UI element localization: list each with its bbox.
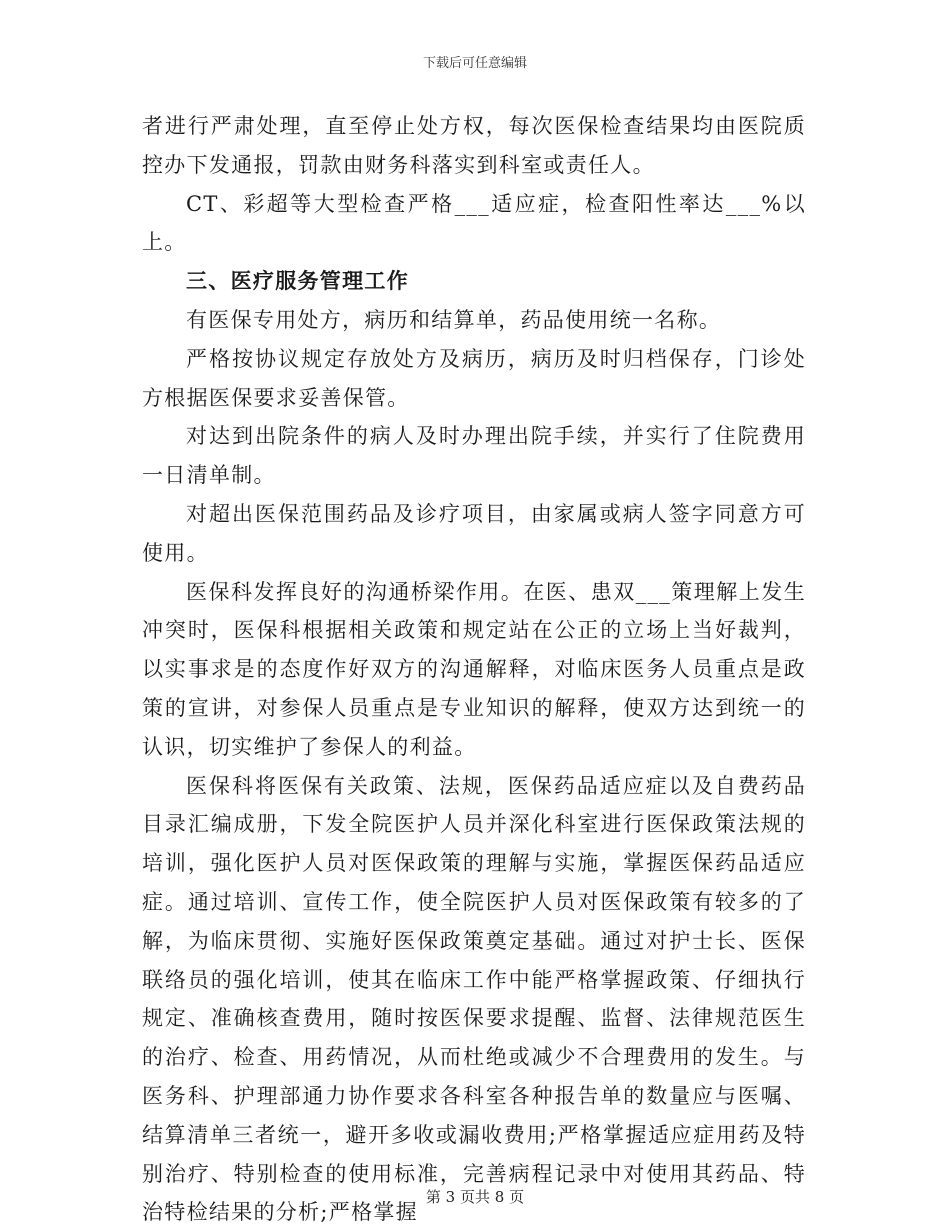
- page-footer: 第 3 页共 8 页: [425, 1188, 525, 1206]
- paragraph-prescription: 有医保专用处方，病历和结算单，药品使用统一名称。: [186, 307, 722, 332]
- section-heading: 三、医疗服务管理工作: [186, 269, 409, 294]
- paragraph-records: 严格按协议规定存放处方及病历，病历及时归档保存，门诊处方根据医保要求妥善保管。: [142, 346, 806, 410]
- paragraph-training: 医保科将医保有关政策、法规，医保药品适应症以及自费药品目录汇编成册，下发全院医护人员并深化科室进行医保政策法规的培训，强化医护人员对医保政策的理解与实施，掌握医保药品适应症。通过培训、宣传工作，使全院医护人员对医保政策有较多的了解，为临床贯彻、实施好医保政策奠定基础。通过对护士长、医保联络员的强化培训，使其在临床工作中能严格掌握政策、仔细执行规定、准确核查费用，随时按医保要求提醒、监督、法律规范医生的治疗、检查、用药情况，从而杜绝或减少不合理费用的发生。与医务科、护理部通力协作要求各科室各种报告单的数量应与医嘱、结算清单三者统一，避开多收或漏收费用;严格掌握适应症用药及特别治疗、特别检查的使用标准，完善病程记录中对使用其药品、特治特检结果的分析;严格掌握: [142, 773, 806, 1225]
- page-header: 下载后可任意编辑: [422, 56, 527, 71]
- paragraph-communication: 医保科发挥良好的沟通桥梁作用。在医、患双___策理解上发生冲突时，医保科根据相关政策和规定站在公正的立场上当好裁判，以实事求是的态度作好双方的沟通解释，对临床医务人员重点是政策的宣讲，对参保人员重点是专业知识的解释，使双方达到统一的认识，切实维护了参保人的利益。: [142, 579, 806, 759]
- document-body: [142, 107, 806, 1232]
- paragraph-continuation: 者进行严肃处理，直至停止处方权，每次医保检查结果均由医院质控办下发通报，罚款由财务科落实到科室或责任人。: [142, 114, 806, 177]
- paragraph-ct-exam: CT、彩超等大型检查严格___适应症，检查阳性率达___%以上。: [142, 191, 806, 255]
- paragraph-discharge: 对达到出院条件的病人及时办理出院手续，并实行了住院费用一日清单制。: [142, 424, 806, 488]
- paragraph-consent: 对超出医保范围药品及诊疗项目，由家属或病人签字同意方可使用。: [142, 501, 806, 565]
